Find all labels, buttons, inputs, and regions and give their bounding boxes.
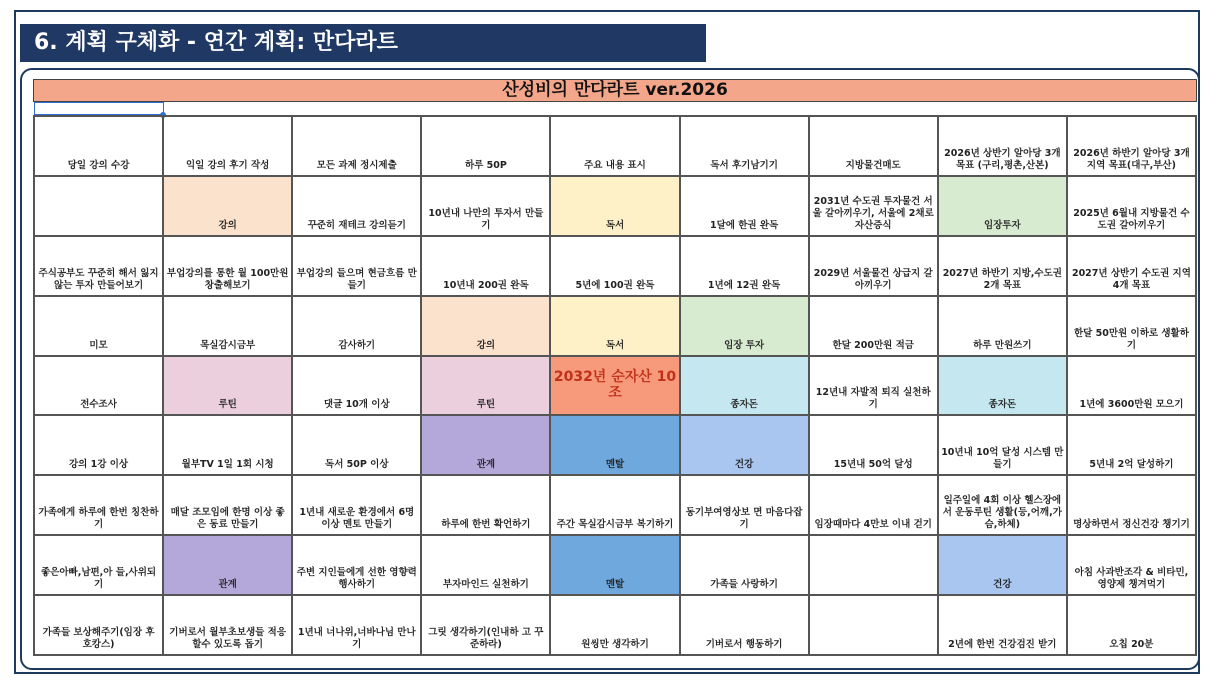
selection-box[interactable] xyxy=(34,102,164,115)
mandalart-cell-r2-c1 xyxy=(34,176,163,236)
mandalart-cell-r6-c1: 강의 1강 이상 xyxy=(34,415,163,475)
mandalart-cell-r1-c2: 익일 강의 후기 작성 xyxy=(163,116,292,176)
mandalart-cell-r8-c1: 좋은아빠,남편,아 들,사위되기 xyxy=(34,535,163,595)
mandalart-cell-r2-c9: 2025년 6월내 지방물건 수도권 갈아끼우기 xyxy=(1067,176,1196,236)
mandalart-cell-r2-c2: 강의 xyxy=(163,176,292,236)
mandalart-cell-r8-c3: 주변 지인들에게 선한 영향력 행사하기 xyxy=(292,535,421,595)
mandalart-cell-r9-c5: 원씽만 생각하기 xyxy=(550,595,679,655)
mandalart-cell-r6-c7: 15년내 50억 달성 xyxy=(809,415,938,475)
mandalart-grid xyxy=(33,115,1197,656)
mandalart-cell-r3-c1: 주식공부도 꾸준히 해서 잃지 않는 투자 만들어보기 xyxy=(34,236,163,296)
mandalart-cell-r7-c1: 가족에게 하루에 한번 칭찬하기 xyxy=(34,475,163,535)
mandalart-cell-r9-c4: 그릿 생각하기(인내하 고 꾸준하라) xyxy=(421,595,550,655)
mandalart-cell-r9-c6: 기버로서 행동하기 xyxy=(680,595,809,655)
mandalart-cell-r9-c1: 가족들 보상해주기(임장 후 호캉스) xyxy=(34,595,163,655)
mandalart-cell-r3-c4: 10년내 200권 완독 xyxy=(421,236,550,296)
mandalart-cell-r6-c4: 관계 xyxy=(421,415,550,475)
mandalart-cell-r5-c4: 루틴 xyxy=(421,356,550,416)
mandalart-cell-r8-c4: 부자마인드 실천하기 xyxy=(421,535,550,595)
mandalart-cell-r4-c3: 감사하기 xyxy=(292,296,421,356)
mandalart-cell-r4-c7: 한달 200만원 적금 xyxy=(809,296,938,356)
mandalart-cell-r1-c6: 독서 후기남기기 xyxy=(680,116,809,176)
mandalart-cell-r9-c7 xyxy=(809,595,938,655)
mandalart-cell-r8-c6: 가족들 사랑하기 xyxy=(680,535,809,595)
mandalart-cell-r9-c8: 2년에 한번 건강검진 받기 xyxy=(938,595,1067,655)
mandalart-cell-r5-c5: 2032년 순자산 10조 xyxy=(550,356,679,416)
mandalart-cell-r4-c2: 목실감시금부 xyxy=(163,296,292,356)
mandalart-cell-r5-c8: 종자돈 xyxy=(938,356,1067,416)
mandalart-cell-r7-c8: 일주일에 4회 이상 헬스장에서 운동루틴 생활(등,어깨,가 슴,하체) xyxy=(938,475,1067,535)
page-title: 6. 계획 구체화 - 연간 계획: 만다라트 xyxy=(20,24,706,62)
mandalart-cell-r8-c9: 아침 사과반조각 & 비타민, 영양제 챙겨먹기 xyxy=(1067,535,1196,595)
mandalart-cell-r5-c6: 종자돈 xyxy=(680,356,809,416)
mandalart-cell-r1-c7: 지방물건매도 xyxy=(809,116,938,176)
mandalart-cell-r7-c9: 명상하면서 정신건강 챙기기 xyxy=(1067,475,1196,535)
mandalart-cell-r7-c7: 임장때마다 4만보 이내 걷기 xyxy=(809,475,938,535)
mandalart-cell-r3-c7: 2029년 서울물건 상급지 갈아끼우기 xyxy=(809,236,938,296)
mandalart-cell-r7-c5: 주간 목실감시금부 복기하기 xyxy=(550,475,679,535)
mandalart-cell-r9-c2: 기버로서 월부초보생들 적응할수 있도록 돕기 xyxy=(163,595,292,655)
mandalart-cell-r5-c7: 12년내 자발적 퇴직 실천하기 xyxy=(809,356,938,416)
mandalart-cell-r2-c5: 독서 xyxy=(550,176,679,236)
mandalart-cell-r3-c6: 1년에 12권 완독 xyxy=(680,236,809,296)
mandalart-cell-r4-c5: 독서 xyxy=(550,296,679,356)
mandalart-cell-r1-c5: 주요 내용 표시 xyxy=(550,116,679,176)
mandalart-cell-r2-c7: 2031년 수도권 투자물건 서울 갈아끼우기, 서울에 2채로 자산증식 xyxy=(809,176,938,236)
mandalart-cell-r7-c6: 동기부여영상보 면 마음다잡기 xyxy=(680,475,809,535)
mandalart-cell-r5-c1: 전수조사 xyxy=(34,356,163,416)
mandalart-cell-r5-c3: 댓글 10개 이상 xyxy=(292,356,421,416)
mandalart-cell-r3-c2: 부업강의를 통한 월 100만원 창출해보기 xyxy=(163,236,292,296)
mandalart-cell-r4-c8: 하루 만원쓰기 xyxy=(938,296,1067,356)
mandalart-cell-r6-c9: 5년내 2억 달성하기 xyxy=(1067,415,1196,475)
mandalart-cell-r8-c7 xyxy=(809,535,938,595)
mandalart-cell-r3-c3: 부업강의 들으며 현금흐름 만들기 xyxy=(292,236,421,296)
mandalart-cell-r2-c6: 1달에 한권 완독 xyxy=(680,176,809,236)
mandalart-cell-r7-c2: 매달 조모임에 한명 이상 좋은 동료 만들기 xyxy=(163,475,292,535)
mandalart-cell-r8-c8: 건강 xyxy=(938,535,1067,595)
mandalart-cell-r1-c8: 2026년 상반기 알아당 3개 목표 (구리,평촌,산본) xyxy=(938,116,1067,176)
mandalart-cell-r6-c5: 멘탈 xyxy=(550,415,679,475)
mandalart-cell-r1-c9: 2026년 하반기 알아당 3개지역 목표(대구,부산) xyxy=(1067,116,1196,176)
mandalart-cell-r3-c9: 2027년 상반기 수도권 지역 4개 목표 xyxy=(1067,236,1196,296)
mandalart-cell-r4-c1: 미모 xyxy=(34,296,163,356)
mandalart-cell-r7-c4: 하루에 한번 확언하기 xyxy=(421,475,550,535)
mandalart-cell-r4-c6: 임장 투자 xyxy=(680,296,809,356)
mandalart-cell-r1-c3: 모든 과제 정시제출 xyxy=(292,116,421,176)
mandalart-cell-r6-c2: 월부TV 1일 1회 시청 xyxy=(163,415,292,475)
mandalart-cell-r8-c5: 멘탈 xyxy=(550,535,679,595)
mandalart-cell-r4-c4: 강의 xyxy=(421,296,550,356)
mandalart-cell-r4-c9: 한달 50만원 이하로 생활하기 xyxy=(1067,296,1196,356)
mandalart-cell-r7-c3: 1년내 새로운 환경에서 6명 이상 멘토 만들기 xyxy=(292,475,421,535)
mandalart-cell-r3-c8: 2027년 하반기 지방,수도권 2개 목표 xyxy=(938,236,1067,296)
mandalart-cell-r9-c9: 오칩 20분 xyxy=(1067,595,1196,655)
mandalart-cell-r8-c2: 관계 xyxy=(163,535,292,595)
mandalart-cell-r3-c5: 5년에 100권 완독 xyxy=(550,236,679,296)
mandalart-cell-r2-c4: 10년내 나만의 투자서 만들기 xyxy=(421,176,550,236)
mandalart-cell-r1-c4: 하루 50P xyxy=(421,116,550,176)
mandalart-cell-r2-c3: 꾸준히 재테크 강의듣기 xyxy=(292,176,421,236)
mandalart-cell-r9-c3: 1년내 너나위,너바나님 만나기 xyxy=(292,595,421,655)
mandalart-cell-r2-c8: 임장투자 xyxy=(938,176,1067,236)
mandalart-cell-r6-c3: 독서 50P 이상 xyxy=(292,415,421,475)
mandalart-cell-r5-c2: 루틴 xyxy=(163,356,292,416)
mandalart-title: 산성비의 만다라트 ver.2026 xyxy=(33,79,1197,102)
mandalart-cell-r6-c6: 건강 xyxy=(680,415,809,475)
mandalart-cell-r5-c9: 1년에 3600만원 모으기 xyxy=(1067,356,1196,416)
mandalart-cell-r1-c1: 당일 강의 수강 xyxy=(34,116,163,176)
mandalart-cell-r6-c8: 10년내 10억 달성 시스템 만들기 xyxy=(938,415,1067,475)
